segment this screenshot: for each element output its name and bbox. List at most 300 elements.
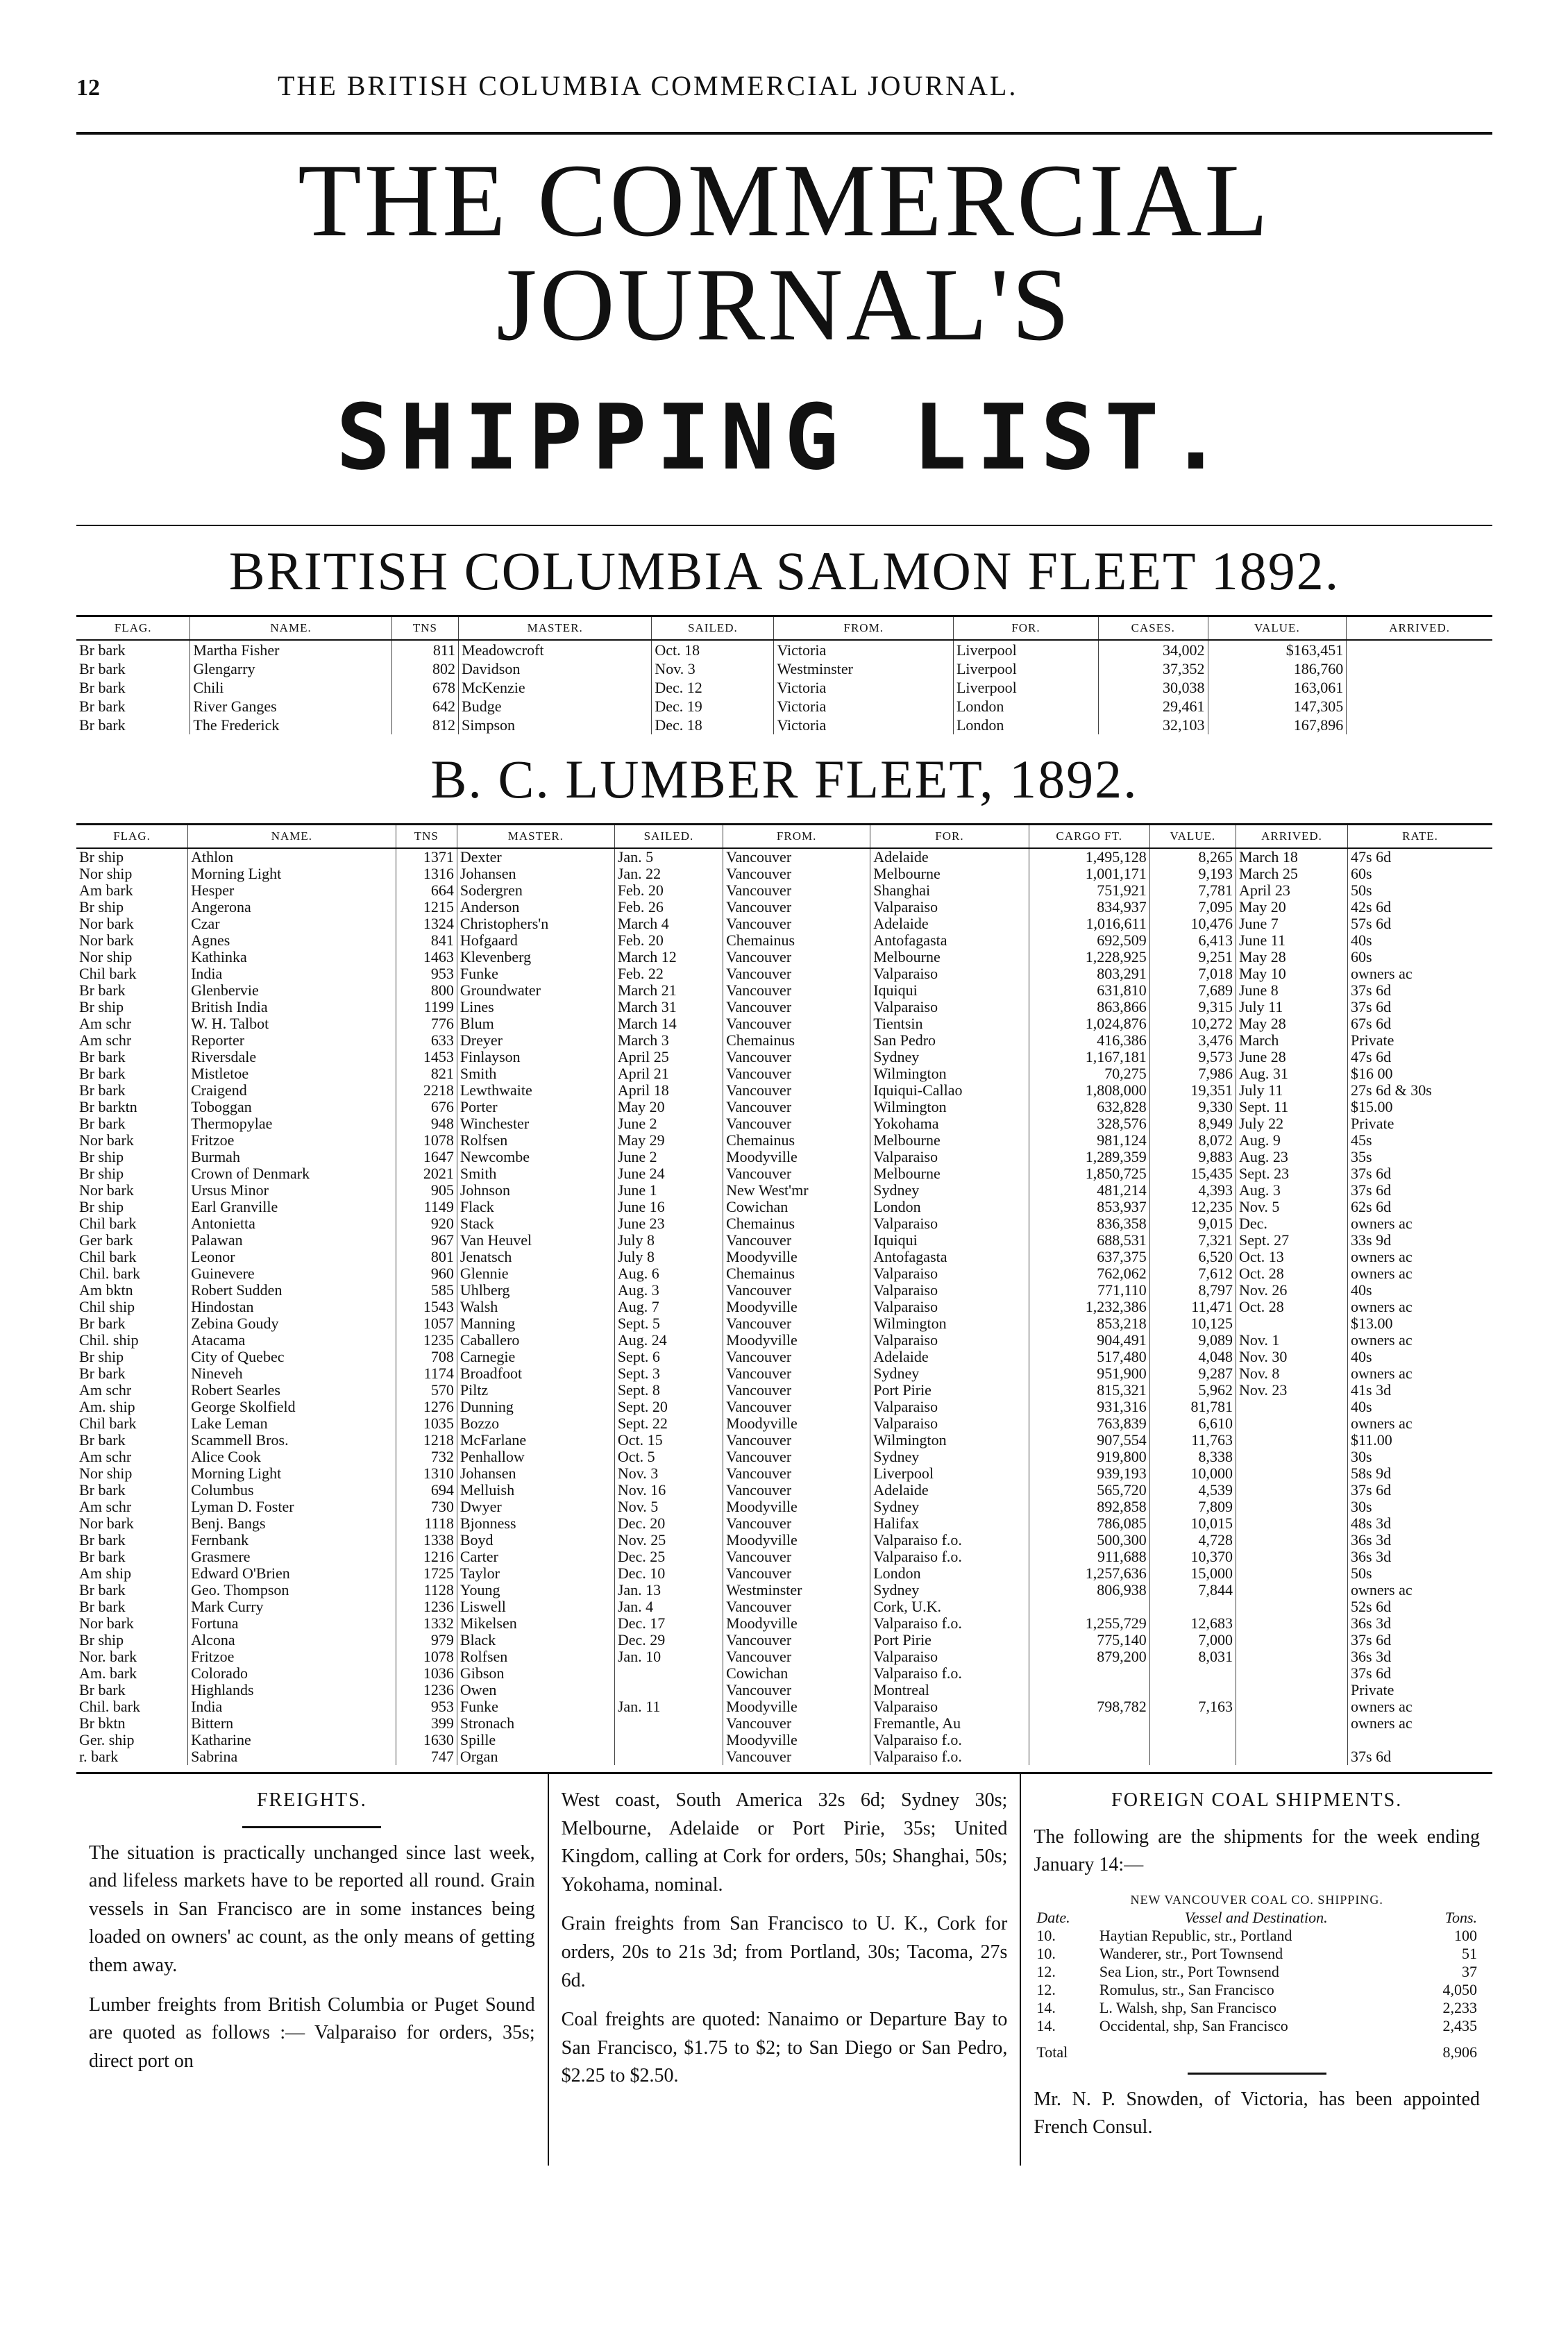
table-cell: Vancouver xyxy=(723,1349,870,1365)
table-cell: Spille xyxy=(457,1732,614,1748)
table-cell xyxy=(1029,1732,1149,1748)
table-row xyxy=(76,1665,1492,1682)
table-cell: Jan. 5 xyxy=(614,848,723,866)
table-cell: Feb. 20 xyxy=(614,932,723,949)
table-cell: 585 xyxy=(396,1282,457,1299)
table-cell xyxy=(1236,1748,1347,1765)
table-cell: 931,316 xyxy=(1029,1399,1149,1415)
table-cell: London xyxy=(870,1565,1029,1582)
total-row xyxy=(1034,2035,1480,2061)
table-cell xyxy=(1149,1598,1236,1615)
table-cell: Br bark xyxy=(79,1598,126,1615)
table-cell: 1235 xyxy=(396,1332,457,1349)
table-cell: Valparaiso xyxy=(870,1299,1029,1315)
table-row xyxy=(76,848,1492,866)
table-cell: 1,232,386 xyxy=(1029,1299,1149,1315)
table-cell: Katharine xyxy=(188,1732,396,1748)
consul-note: Mr. N. P. Snowden, of Victoria, has been appointed French Consul. xyxy=(1034,2088,1481,2138)
table-cell: 1078 xyxy=(396,1132,457,1149)
table-cell: $15.00 xyxy=(1348,1099,1492,1115)
table-cell: 10,000 xyxy=(1149,1465,1236,1482)
table-cell: 328,576 xyxy=(1029,1115,1149,1132)
table-cell: Dunning xyxy=(457,1399,614,1415)
table-cell: 811 xyxy=(391,640,458,659)
table-cell: Vancouver xyxy=(723,949,870,965)
column-header: NAME. xyxy=(190,616,391,641)
table-cell: 70,275 xyxy=(1029,1065,1149,1082)
table-cell: Smith xyxy=(457,1065,614,1082)
table-row xyxy=(76,1582,1492,1598)
table-cell: Valparaiso xyxy=(870,1415,1029,1432)
table-cell: Am. ship xyxy=(79,1399,135,1415)
table-row xyxy=(76,1165,1492,1182)
table-cell: Sept. 11 xyxy=(1236,1099,1347,1115)
table-cell: 632,828 xyxy=(1029,1099,1149,1115)
table-cell: Johansen xyxy=(457,866,614,882)
table-cell: Valparaiso xyxy=(870,1149,1029,1165)
bottom-columns xyxy=(76,1772,1492,2166)
table-row xyxy=(76,1615,1492,1632)
table-cell: 42s 6d xyxy=(1348,899,1492,916)
table-cell xyxy=(1236,1565,1347,1582)
table-cell: 1,228,925 xyxy=(1029,949,1149,965)
table-cell xyxy=(1348,1732,1492,1748)
table-cell: Valparaiso xyxy=(870,1332,1029,1349)
table-cell: 1276 xyxy=(396,1399,457,1415)
table-cell: 399 xyxy=(396,1715,457,1732)
table-cell: owners ac xyxy=(1348,1299,1492,1315)
table-cell: Feb. 26 xyxy=(614,899,723,916)
table-cell: Agnes xyxy=(188,932,396,949)
middle-paragraph: Grain freights from San Francisco to U. K., Cork for orders, 20s to 21s 3d; from Portland, 30s; Tacoma, 27s 6d. xyxy=(561,1913,1008,1991)
table-cell: 802 xyxy=(391,659,458,678)
table-row xyxy=(76,882,1492,899)
table-cell: Angerona xyxy=(188,899,396,916)
table-cell: Hesper xyxy=(188,882,396,899)
table-cell: Halifax xyxy=(870,1515,1029,1532)
table-cell: Moodyville xyxy=(723,1532,870,1549)
table-cell: City of Quebec xyxy=(188,1349,396,1365)
table-cell xyxy=(1236,1532,1347,1549)
table-cell: Vancouver xyxy=(723,1365,870,1382)
column-header: TNS xyxy=(396,825,457,849)
table-cell: Bjonness xyxy=(457,1515,614,1532)
table-cell: April 18 xyxy=(614,1082,723,1099)
col-tons-label: Tons. xyxy=(1444,1908,1478,1926)
table-cell: Am bktn xyxy=(79,1282,133,1299)
table-cell: March 4 xyxy=(614,916,723,932)
table-cell: Vancouver xyxy=(723,848,870,866)
table-cell: 3,476 xyxy=(1149,1032,1236,1049)
table-row xyxy=(76,1199,1492,1215)
table-cell xyxy=(1149,1665,1236,1682)
table-cell xyxy=(1236,1315,1347,1332)
col-vessel-label: Vessel and Destination. xyxy=(1184,1908,1328,1926)
table-cell: Glenbervie xyxy=(188,982,396,999)
table-cell: Iquiqui xyxy=(870,1232,1029,1249)
table-cell: 1647 xyxy=(396,1149,457,1165)
table-row xyxy=(76,1249,1492,1265)
table-cell: Columbus xyxy=(188,1482,396,1499)
table-cell: Earl Granville xyxy=(188,1199,396,1215)
column-header: MASTER. xyxy=(459,616,652,641)
table-cell: Chil bark xyxy=(79,1415,137,1432)
table-cell: Nov. 3 xyxy=(652,659,774,678)
table-cell: Am schr xyxy=(79,1382,132,1399)
table-cell: Sept. 6 xyxy=(614,1349,723,1365)
table-row xyxy=(76,999,1492,1015)
table-row xyxy=(76,1399,1492,1415)
table-cell: Chemainus xyxy=(723,932,870,949)
table-cell: 763,839 xyxy=(1029,1415,1149,1432)
table-cell: 664 xyxy=(396,882,457,899)
table-cell: Melbourne xyxy=(870,1165,1029,1182)
table-cell: 960 xyxy=(396,1265,457,1282)
table-cell: Br bark xyxy=(79,1532,126,1549)
table-cell: 9,193 xyxy=(1149,866,1236,882)
table-row xyxy=(1034,1927,1480,1945)
table-cell: 8,072 xyxy=(1149,1132,1236,1149)
table-row xyxy=(76,1482,1492,1499)
table-cell: 40s xyxy=(1348,932,1492,949)
table-cell: 879,200 xyxy=(1029,1648,1149,1665)
table-cell: 815,321 xyxy=(1029,1382,1149,1399)
table-cell: 58s 9d xyxy=(1348,1465,1492,1482)
table-cell: March 18 xyxy=(1236,848,1347,866)
table-cell: 416,386 xyxy=(1029,1032,1149,1049)
table-row xyxy=(76,1565,1492,1582)
table-cell: 8,031 xyxy=(1149,1648,1236,1665)
column-header: VALUE. xyxy=(1149,825,1236,849)
table-cell: London xyxy=(953,697,1098,716)
table-cell: Mistletoe xyxy=(188,1065,396,1082)
table-cell: 2218 xyxy=(396,1082,457,1099)
table-cell: Liverpool xyxy=(870,1465,1029,1482)
table-cell: 853,937 xyxy=(1029,1199,1149,1215)
table-cell: 9,573 xyxy=(1149,1049,1236,1065)
table-cell: Tientsin xyxy=(870,1015,1029,1032)
table-cell: 7,163 xyxy=(1149,1698,1236,1715)
table-cell: 37s 6d xyxy=(1348,1182,1492,1199)
table-cell: Broadfoot xyxy=(457,1365,614,1382)
table-cell: Sydney xyxy=(870,1449,1029,1465)
table-cell: 9,287 xyxy=(1149,1365,1236,1382)
divider xyxy=(242,1826,381,1828)
table-header-row xyxy=(76,825,1492,849)
table-cell: 1218 xyxy=(396,1432,457,1449)
table-cell: Vancouver xyxy=(723,1115,870,1132)
table-cell: Am schr xyxy=(79,1499,132,1515)
table-cell: Alcona xyxy=(188,1632,396,1648)
table-cell: Sept. 20 xyxy=(614,1399,723,1415)
table-cell: Robert Searles xyxy=(188,1382,396,1399)
table-cell: 708 xyxy=(396,1349,457,1365)
table-cell: L. Walsh, shp, San Francisco xyxy=(1099,1998,1276,2016)
table-cell: 37s 6d xyxy=(1348,1632,1492,1648)
coal-heading: FOREIGN COAL SHIPMENTS. xyxy=(1111,1789,1403,1811)
table-cell: Vancouver xyxy=(723,1549,870,1565)
table-cell: Valparaiso xyxy=(870,1698,1029,1715)
table-row xyxy=(76,640,1492,659)
table-cell: Zebina Goudy xyxy=(188,1315,396,1332)
table-cell: 678 xyxy=(391,678,458,697)
table-cell: Am schr xyxy=(79,1015,132,1032)
table-cell: India xyxy=(188,965,396,982)
table-cell: Hofgaard xyxy=(457,932,614,949)
table-cell: 1149 xyxy=(396,1199,457,1215)
table-cell: Winchester xyxy=(457,1115,614,1132)
table-row xyxy=(76,1099,1492,1115)
table-cell: Nov. 1 xyxy=(1236,1332,1347,1349)
table-cell: 806,938 xyxy=(1029,1582,1149,1598)
table-cell: Funke xyxy=(457,1698,614,1715)
table-cell: Br bark xyxy=(79,641,126,659)
table-cell: McKenzie xyxy=(459,678,652,697)
table-cell: 694 xyxy=(396,1482,457,1499)
table-cell: The Frederick xyxy=(190,716,391,734)
table-cell: June 1 xyxy=(614,1182,723,1199)
table-cell: 967 xyxy=(396,1232,457,1249)
table-row xyxy=(76,866,1492,882)
table-cell: 951,900 xyxy=(1029,1365,1149,1382)
table-cell: 1216 xyxy=(396,1549,457,1565)
table-cell: 775,140 xyxy=(1029,1632,1149,1648)
table-cell: Oct. 13 xyxy=(1236,1249,1347,1265)
table-cell xyxy=(1347,659,1492,678)
table-cell: Ursus Minor xyxy=(188,1182,396,1199)
table-cell: Vancouver xyxy=(723,1382,870,1399)
table-cell: 812 xyxy=(391,716,458,734)
table-cell: Lewthwaite xyxy=(457,1082,614,1099)
table-cell: owners ac xyxy=(1348,1215,1492,1232)
table-cell: 9,330 xyxy=(1149,1099,1236,1115)
table-cell: June 7 xyxy=(1236,916,1347,932)
table-cell xyxy=(1236,1682,1347,1698)
table-cell: Br bark xyxy=(79,1482,126,1499)
table-cell: Wilmington xyxy=(870,1432,1029,1449)
table-row xyxy=(76,1299,1492,1315)
table-cell: 642 xyxy=(391,697,458,716)
table-cell: Oct. 15 xyxy=(614,1432,723,1449)
table-cell: Nineveh xyxy=(188,1365,396,1382)
table-row xyxy=(76,1698,1492,1715)
table-cell xyxy=(1347,697,1492,716)
table-cell: May 29 xyxy=(614,1132,723,1149)
table-cell: owners ac xyxy=(1348,1715,1492,1732)
table-cell xyxy=(1236,1415,1347,1432)
table-cell: Melbourne xyxy=(870,866,1029,882)
table-cell: Melbourne xyxy=(870,949,1029,965)
table-cell: 10. xyxy=(1036,1944,1056,1962)
table-cell: Nov. 5 xyxy=(614,1499,723,1515)
table-row xyxy=(1034,1981,1480,1999)
table-cell: Valparaiso xyxy=(870,1265,1029,1282)
table-cell: Jenatsch xyxy=(457,1249,614,1265)
table-cell: 32,103 xyxy=(1099,716,1208,734)
table-cell: Vancouver xyxy=(723,1099,870,1115)
table-cell: 1035 xyxy=(396,1415,457,1432)
table-cell: Aug. 6 xyxy=(614,1265,723,1282)
table-cell: Moodyville xyxy=(723,1698,870,1715)
table-cell: owners ac xyxy=(1348,1265,1492,1282)
table-cell xyxy=(1347,716,1492,734)
table-cell: 1128 xyxy=(396,1582,457,1598)
freights-paragraph: Lumber freights from British Columbia or Puget Sound are quoted as follows :— Valparaiso for orders, 35s; direct port on xyxy=(89,1993,535,2072)
col-date-label: Date. xyxy=(1036,1908,1070,1926)
table-cell: 10. xyxy=(1036,1926,1056,1944)
table-cell: Port Pirie xyxy=(870,1382,1029,1399)
table-cell xyxy=(1347,678,1492,697)
table-cell: 676 xyxy=(396,1099,457,1115)
table-cell: Br bark xyxy=(79,982,126,999)
table-cell: Johansen xyxy=(457,1465,614,1482)
table-cell: Ger. ship xyxy=(79,1732,135,1748)
table-cell: Dec. 17 xyxy=(614,1615,723,1632)
middle-column xyxy=(548,1774,1020,2166)
table-cell: Nor bark xyxy=(79,916,134,932)
table-row xyxy=(76,1532,1492,1549)
table-cell xyxy=(1029,1748,1149,1765)
table-cell: Reporter xyxy=(188,1032,396,1049)
table-cell: Guinevere xyxy=(188,1265,396,1282)
table-cell: Occidental, shp, San Francisco xyxy=(1099,2016,1288,2034)
table-cell: 1,808,000 xyxy=(1029,1082,1149,1099)
table-cell: Feb. 22 xyxy=(614,965,723,982)
table-cell: 37s 6d xyxy=(1348,982,1492,999)
table-cell: Br bark xyxy=(79,1365,126,1382)
divider xyxy=(1188,2073,1326,2075)
table-cell: July 22 xyxy=(1236,1115,1347,1132)
table-cell: 14. xyxy=(1036,1998,1056,2016)
table-cell: 4,048 xyxy=(1149,1349,1236,1365)
table-cell: Iquiqui xyxy=(870,982,1029,999)
table-cell: 60s xyxy=(1348,866,1492,882)
table-cell: Dexter xyxy=(457,848,614,866)
table-cell: 34,002 xyxy=(1099,640,1208,659)
table-cell: 12,235 xyxy=(1149,1199,1236,1215)
table-cell: Sept. 3 xyxy=(614,1365,723,1382)
table-cell: Morning Light xyxy=(188,866,396,882)
table-cell: 786,085 xyxy=(1029,1515,1149,1532)
table-cell: 801 xyxy=(396,1249,457,1265)
table-cell: Iquiqui-Callao xyxy=(870,1082,1029,1099)
table-cell: Moodyville xyxy=(723,1299,870,1315)
table-cell: Leonor xyxy=(188,1249,396,1265)
table-cell: 57s 6d xyxy=(1348,916,1492,932)
table-cell: Sydney xyxy=(870,1049,1029,1065)
table-cell: owners ac xyxy=(1348,965,1492,982)
table-row xyxy=(76,1515,1492,1532)
table-cell: 762,062 xyxy=(1029,1265,1149,1282)
table-cell: Bittern xyxy=(188,1715,396,1732)
table-cell: Piltz xyxy=(457,1382,614,1399)
table-cell: British India xyxy=(188,999,396,1015)
table-cell: Boyd xyxy=(457,1532,614,1549)
table-cell: March 3 xyxy=(614,1032,723,1049)
table-cell: $163,451 xyxy=(1208,640,1347,659)
table-cell: 7,612 xyxy=(1149,1265,1236,1282)
table-cell: Nov. 5 xyxy=(1236,1199,1347,1215)
table-cell: 1463 xyxy=(396,949,457,965)
table-cell xyxy=(614,1732,723,1748)
lumber-fleet-table xyxy=(76,823,1492,1765)
table-cell: Romulus, str., San Francisco xyxy=(1099,1980,1274,1998)
table-cell: Chil bark xyxy=(79,965,137,982)
total-label: Total xyxy=(1036,2043,1068,2061)
table-cell: owners ac xyxy=(1348,1582,1492,1598)
table-row xyxy=(76,1232,1492,1249)
table-cell: Lyman D. Foster xyxy=(188,1499,396,1515)
table-cell: 1,289,359 xyxy=(1029,1149,1149,1165)
table-row xyxy=(76,1315,1492,1332)
table-cell: owners ac xyxy=(1348,1365,1492,1382)
table-row xyxy=(76,1382,1492,1399)
table-cell: Black xyxy=(457,1632,614,1648)
table-cell: 2,435 xyxy=(1442,2016,1478,2034)
table-cell: 1036 xyxy=(396,1665,457,1682)
table-cell: Moodyville xyxy=(723,1332,870,1349)
table-cell: 1338 xyxy=(396,1532,457,1549)
table-cell: 9,089 xyxy=(1149,1332,1236,1349)
table-cell: Burmah xyxy=(188,1149,396,1165)
table-cell: Stronach xyxy=(457,1715,614,1732)
table-cell: Owen xyxy=(457,1682,614,1698)
table-cell: 45s xyxy=(1348,1132,1492,1149)
table-cell: Vancouver xyxy=(723,1465,870,1482)
divider xyxy=(76,525,1492,526)
table-cell: 747 xyxy=(396,1748,457,1765)
column-header: TNS xyxy=(391,616,458,641)
table-cell: 1,024,876 xyxy=(1029,1015,1149,1032)
table-cell: 4,050 xyxy=(1442,1980,1478,1998)
table-cell: Melbourne xyxy=(870,1132,1029,1149)
table-cell: Br bark xyxy=(79,678,126,696)
table-cell: Dec. xyxy=(1236,1215,1347,1232)
table-cell: Nov. 30 xyxy=(1236,1349,1347,1365)
table-cell: Davidson xyxy=(459,659,652,678)
table-cell: Crown of Denmark xyxy=(188,1165,396,1182)
table-cell: Nor bark xyxy=(79,1182,134,1199)
table-cell: 907,554 xyxy=(1029,1432,1149,1449)
table-cell: 37s 6d xyxy=(1348,999,1492,1015)
table-cell: Athlon xyxy=(188,848,396,866)
table-cell: Nor bark xyxy=(79,1515,134,1532)
table-cell: 853,218 xyxy=(1029,1315,1149,1332)
table-header-row xyxy=(76,616,1492,641)
table-cell: Am schr xyxy=(79,1449,132,1465)
table-cell: 60s xyxy=(1348,949,1492,965)
table-cell: Fortuna xyxy=(188,1615,396,1632)
column-header: MASTER. xyxy=(457,825,614,849)
table-cell: 1236 xyxy=(396,1682,457,1698)
table-cell: Westminster xyxy=(723,1582,870,1598)
table-cell xyxy=(1149,1715,1236,1732)
table-cell: Am schr xyxy=(79,1032,132,1049)
table-cell xyxy=(614,1748,723,1765)
table-cell: May 28 xyxy=(1236,1015,1347,1032)
table-cell: 30s xyxy=(1348,1499,1492,1515)
table-row xyxy=(76,1182,1492,1199)
table-cell: Porter xyxy=(457,1099,614,1115)
table-cell: Kathinka xyxy=(188,949,396,965)
table-cell: Sept. 22 xyxy=(614,1415,723,1432)
table-cell: Vancouver xyxy=(723,1049,870,1065)
table-cell: 36s 3d xyxy=(1348,1648,1492,1665)
table-row xyxy=(76,1082,1492,1099)
column-header: SAILED. xyxy=(614,825,723,849)
table-cell: Moodyville xyxy=(723,1415,870,1432)
table-cell: Chemainus xyxy=(723,1265,870,1282)
